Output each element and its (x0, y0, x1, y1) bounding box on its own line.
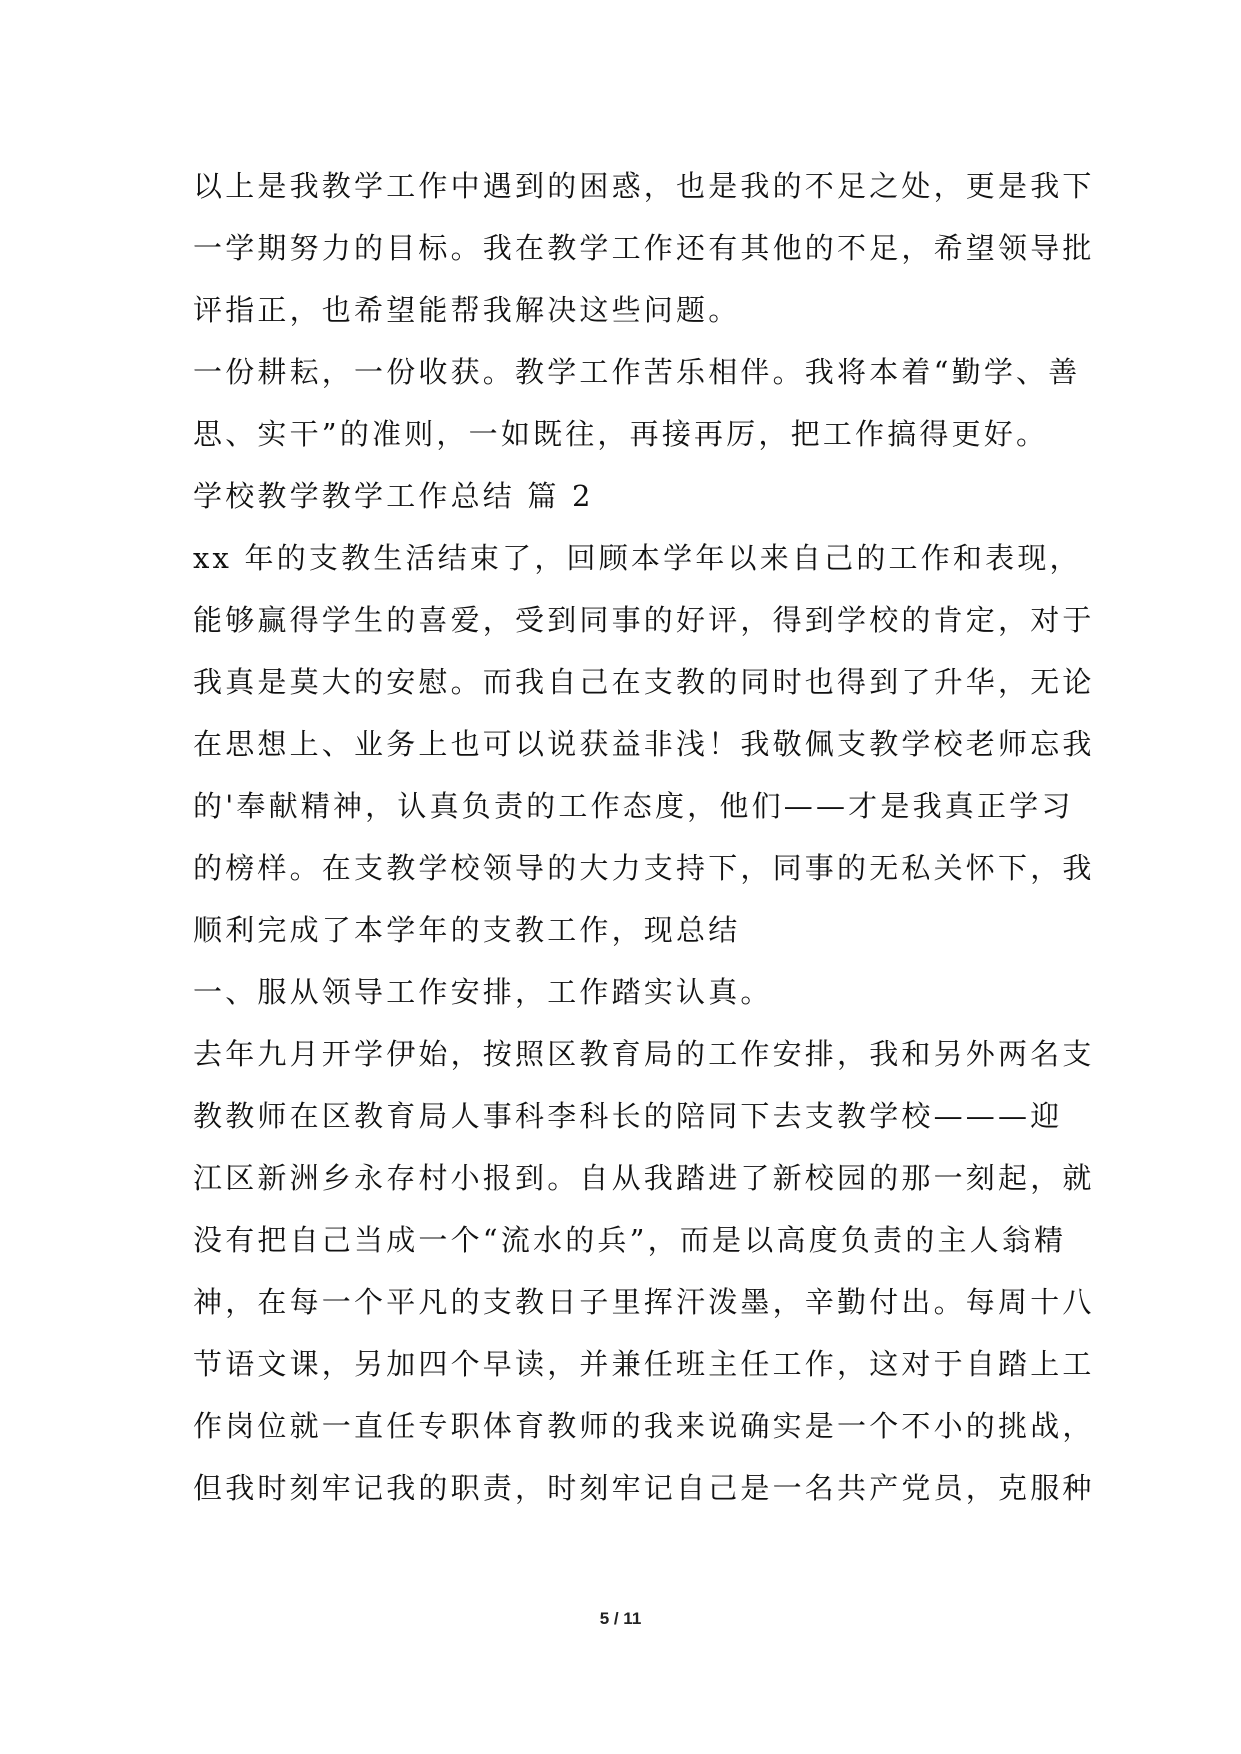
subsection-heading: 一、服从领导工作安排，工作踏实认真。 (193, 975, 773, 1009)
text-line: 的榜样。在支教学校领导的大力支持下，同事的无私关怀下，我 (193, 851, 1095, 885)
text-line: 但我时刻牢记我的职责，时刻牢记自己是一名共产党员，克服种 (193, 1471, 1095, 1505)
text-line: 评指正，也希望能帮我解决这些问题。 (193, 293, 741, 327)
text-line: 以上是我教学工作中遇到的困惑，也是我的不足之处，更是我下 (193, 169, 1095, 203)
text-line: xx 年的支教生活结束了，回顾本学年以来自己的工作和表现， (193, 541, 1082, 575)
text-line: 一份耕耘，一份收获。教学工作苦乐相伴。我将本着“勤学、善 (193, 355, 1081, 389)
body-text (193, 155, 1095, 1519)
text-line: 节语文课，另加四个早读，并兼任班主任工作，这对于自踏上工 (193, 1347, 1095, 1381)
text-line: 的'奉献精神，认真负责的工作态度，他们——才是我真正学习 (193, 789, 1074, 823)
text-line: 一学期努力的目标。我在教学工作还有其他的不足，希望领导批 (193, 231, 1095, 265)
text-line: 思、实干”的准则，一如既往，再接再厉，把工作搞得更好。 (193, 417, 1049, 451)
text-line: 顺利完成了本学年的支教工作，现总结 (193, 913, 741, 947)
text-line: 江区新洲乡永存村小报到。自从我踏进了新校园的那一刻起，就 (193, 1161, 1095, 1195)
text-line: 去年九月开学伊始，按照区教育局的工作安排，我和另外两名支 (193, 1037, 1095, 1071)
text-line: 教教师在区教育局人事科李科长的陪同下去支教学校———迎 (193, 1099, 1063, 1133)
text-line: 在思想上、业务上也可以说获益非浅！我敬佩支教学校老师忘我 (193, 727, 1095, 761)
text-line: 我真是莫大的安慰。而我自己在支教的同时也得到了升华，无论 (193, 665, 1095, 699)
page-number: 5 / 11 (599, 1609, 642, 1628)
text-line: 作岗位就一直任专职体育教师的我来说确实是一个不小的挑战， (193, 1409, 1095, 1443)
text-line: 能够赢得学生的喜爱，受到同事的好评，得到学校的肯定，对于 (193, 603, 1095, 637)
text-line: 没有把自己当成一个“流水的兵”，而是以高度负责的主人翁精 (193, 1223, 1067, 1257)
text-line: 神，在每一个平凡的支教日子里挥汗泼墨，辛勤付出。每周十八 (193, 1285, 1095, 1319)
section-heading: 学校教学教学工作总结 篇 2 (193, 479, 594, 513)
